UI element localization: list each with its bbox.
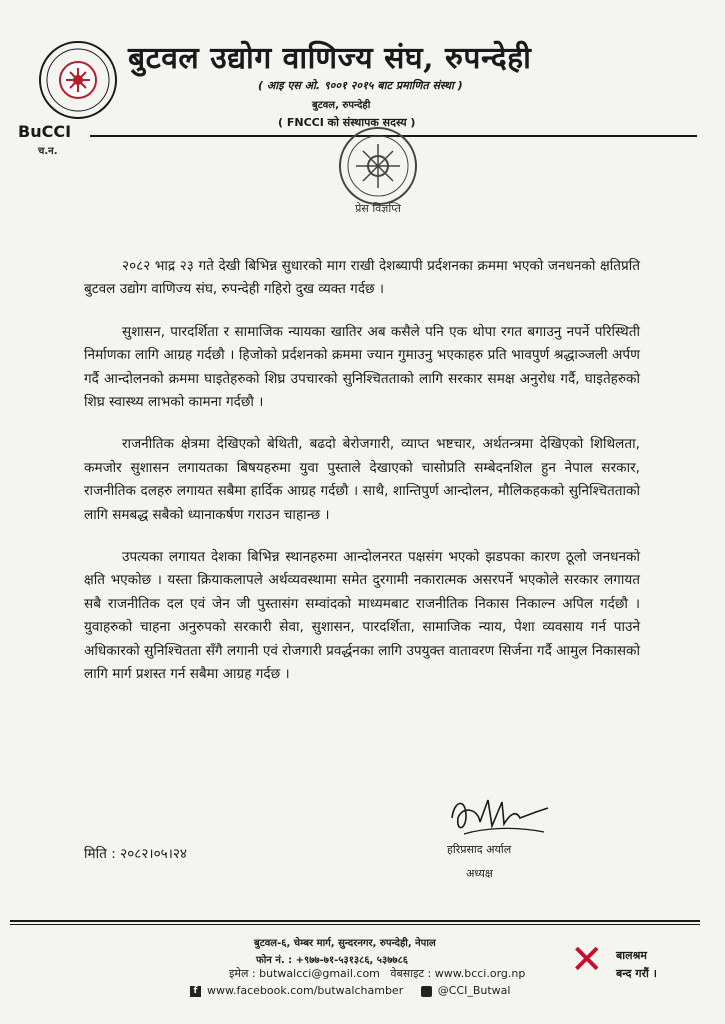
instagram-handle[interactable]: @CCI_Butwal [437, 984, 511, 997]
fncci-membership-note: ( FNCCI को संस्थापक सदस्य ) [278, 116, 416, 129]
paragraph-4: उपत्यका लगायत देशका बिभिन्न स्थानहरुमा आन्दोलनरत पक्षसंग भएको झडपका कारण ठूलो जनधनको क्षति भएकोछ । यस्ता क्रियाकलापले अर्थव्यवस्थामा समेत दुरगामी नकारात्मक असरपर्ने भएकोले सरकार लगायत सबै राजनीतिक दल एवं जेन जी पुस्तासंग सम्वांदको माध्यमबाट राजनीतिक निकास निकाल्न अपिल गर्दछौ । युवाहरुको चाहना अनुरुपको सरकारी सेवा, सुशासन, पारदर्शिता, सामाजिक न्याय, पेशा व्यवसाय गर्न पाउने अधिकारको सुनिश्चितता सँगै लगानी एवं रोजगारी प्रवर्द्धनका लागि उपयुक्त वातावरण सिर्जना गर्दै आमुल निकासको लागि मार्ग प्रशस्त गर्न सबैमा आग्रह गर्दछ । [84, 549, 640, 683]
signatory-name: हरिप्रसाद अर्याल [447, 843, 512, 856]
footer-address: बुटवल-६, चेम्बर मार्ग, सुन्दरनगर, रुपन्देही, नेपाल [254, 938, 436, 949]
org-title: बुटवल उद्योग वाणिज्य संघ, रुपन्देही [128, 41, 532, 76]
email-label: इमेल : [229, 967, 256, 980]
org-abbreviation: BuCCI [18, 122, 72, 141]
signature [444, 788, 554, 848]
letter-body [84, 255, 640, 706]
footer-contact-row [229, 966, 525, 981]
footer-social-row [190, 984, 510, 997]
website-label: वेबसाइट : [390, 967, 432, 980]
facebook-icon: f [190, 986, 201, 997]
org-city: बुटवल, रुपन्देही [312, 100, 371, 111]
facebook-link[interactable]: www.facebook.com/butwalchamber [207, 984, 404, 997]
reference-number-label: च.न. [38, 146, 58, 157]
footer-divider-thick [10, 920, 700, 922]
bucci-logo [38, 40, 118, 120]
iso-certification-note: ( आइ एस ओ. ९००१ २०१५ बाट प्रमाणित संस्था ) [258, 79, 463, 92]
paragraph-2: सुशासन, पारदर्शिता र सामाजिक न्यायका खातिर अब कसैले पनि एक थोपा रगत बगाउनु नपर्ने परिस्थिती निर्माणका लागि आग्रह गर्दछौ । हिजोको प्रर्दशनको क्रममा ज्यान गुमाउनु भएकाहरु प्रति भावपुर्ण श्रद्धाञ्जली अर्पण गर्दै आन्दोलनको क्रममा घाइतेहरुको शिघ्र उपचारको सुनिश्चितताको लागि सरकार समक्ष अनुरोध गर्दै, घाइतेहरुको शिघ्र स्वास्थ्य लाभको कामना गर्दछौ । [84, 323, 640, 411]
letter-date: मिति : २०८२।०५।२४ [84, 846, 187, 862]
paragraph-3: राजनीतिक क्षेत्रमा देखिएको बेथिती, बढदो बेरोजगारी, व्याप्त भष्टचार, अर्थतन्त्रमा देखिएको शिथिलता, कमजोर सुशासन लगायतका बिषयहरुमा युवा पुस्ताले देखाएको चासोप्रति सम्बेदनशिल हुन नेपाल सरकार, राजनीतिक दलहरु लगायत सबैमा हार्दिक आग्रह गर्दछौ । साथै, शान्तिपुर्ण आन्दोलन, मौलिकहकको सुनिश्चितताको लागि समबद्ध सबैको ध्यानाकर्षण गराउन चाहान्छ । [84, 436, 640, 523]
website-link[interactable]: www.bcci.org.np [434, 967, 526, 980]
press-release-seal [326, 124, 430, 220]
campaign-text-line-2: बन्द गरौं । [616, 967, 657, 980]
email-link[interactable]: butwalcci@gmail.com [259, 967, 380, 980]
instagram-icon [421, 986, 432, 997]
signatory-role: अध्यक्ष [466, 867, 493, 880]
footer-phone: फोन नं. : +९७७-७१-५३१३८६, ५३७७८६ [256, 955, 409, 966]
footer-divider-thin [10, 924, 700, 925]
campaign-text-line-1: बालश्रम [616, 949, 647, 962]
campaign-x-icon: ✕ [570, 937, 604, 983]
paragraph-1: २०८२ भाद्र २३ गते देखी बिभिन्न सुधारको माग राखी देशब्यापी प्रर्दशनका क्रममा भएको जनधनको क्षतिप्रति बुटवल उद्योग वाणिज्य संघ, रुपन्देही गहिरो दुख व्यक्त गर्दछ । [84, 258, 640, 298]
seal-label: प्रेस विज्ञप्ति [355, 202, 401, 215]
